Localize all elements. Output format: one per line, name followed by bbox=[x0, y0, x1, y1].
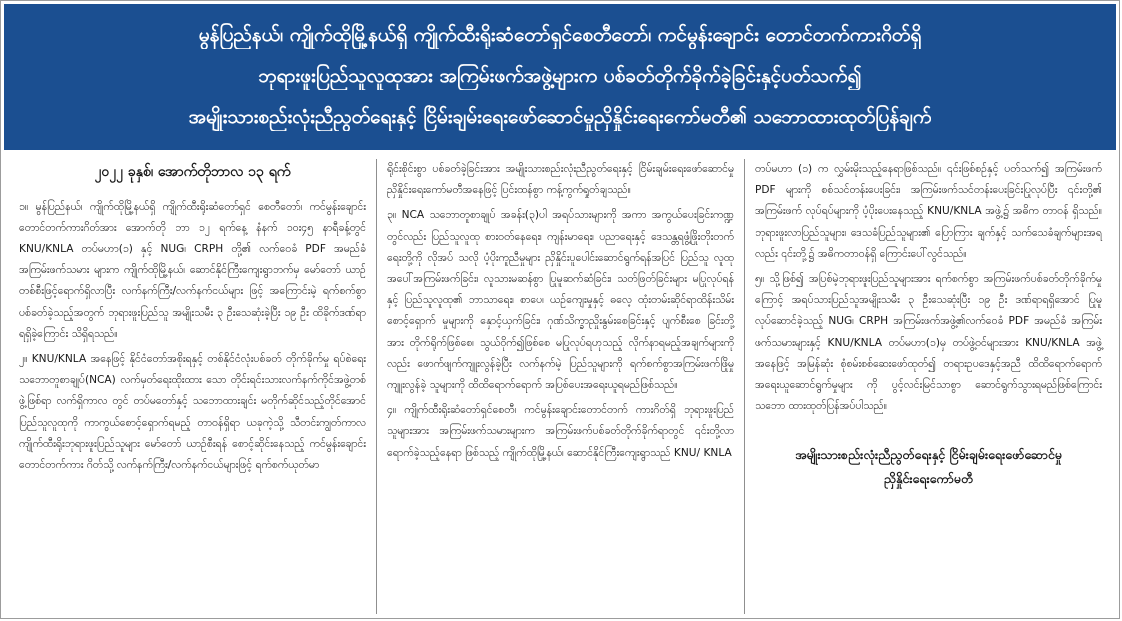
header-title-line-3: အမျိုးသားစည်းလုံးညီညွတ်ရေးနှင့် ငြိမ်းချမ်းရေးဖော်ဆောင်မှုညှိနှိုင်းရေးကော်မတီ၏ သဘောထားထုတ်ပြန်ချက် bbox=[188, 106, 932, 129]
right-column bbox=[745, 159, 1112, 614]
statement-date: ၂၀၂၂ ခုနှစ်၊ အောက်တိုဘာလ ၁၃ ရက် bbox=[94, 164, 291, 180]
header-title-line-1: မွန်ပြည်နယ်၊ ကျိုက်ထိုမြို့နယ်ရှိ ကျိုက်ထီးရိုးဆံတော်ရှင်စေတီတော်၊ ကင်မွန်းချောင်း တောင်တက်ကားဂိတ်ရှိ bbox=[198, 24, 922, 47]
issuer-signature bbox=[755, 443, 1102, 491]
paragraph-1: ၁။ မွန်ပြည်နယ်၊ ကျိုက်ထိုမြို့နယ်ရှိ ကျိုက်ထီးရိုးဆံတော်ရှင် စေတီတော်၊ ကင်မွန်းချောင်း တောင်တက်ကားဂိတ်အား အောက်တို ဘာ ၁၂ ရက်နေ့ နံနက် ၁၀း၄၅ နာရီခန့်တွင် KNU/KNLA တပ်မဟာ(၁) နှင့် NUG၊ CRPH တို့၏ လက်ဝေခံ PDF အမည်ခံ အကြမ်းဖက်သမား များက ကျိုက်ထိုမြို့နယ်၊ ဆောင်နိုင်ကြီးကျေးရွာဘက်မှ မော်တော် ယာဉ်တစ်စီးဖြင့်ရောက်ရှိလာပြီး လက်နက်ကြီး/လက်နက်ငယ်များ ဖြင့် အကြောင်းမဲ့ ရက်စက်စွာ ပစ်ခတ်ခဲ့သည့်အတွက် ဘုရားဖူးပြည်သူ အမျိုးသမီး ၃ ဦးသေဆုံးခဲ့ပြီး ၁၉ ဦး ထိခိုက်ဒဏ်ရာရရှိခဲ့ကြောင်း သိရှိရသည်။ bbox=[19, 200, 366, 340]
paragraph-5: ၅။ သို့ဖြစ်၍ အပြစ်မဲ့ဘုရားဖူးပြည်သူများအား ရက်စက်စွာ အကြမ်းဖက်ပစ်ခတ်တိုက်ခိုက်မှုကြောင့် အရပ်သားပြည်သူအမျိုးသမီး ၃ ဦးသေဆုံးပြီး ၁၉ ဦး ဒဏ်ရာရရှိအောင် ပြုမူလုပ်ဆောင်ခဲ့သည့် NUG၊ CRPH အကြမ်းဖက်အဖွဲ့၏လက်ဝေခံ PDF အမည်ခံ အကြမ်း ဖက်သမားများနှင့် KNU/KNLA တပ်မဟာ(၁)မှ တပ်ဖွဲ့ဝင်များအား KNU/KNLA အဖွဲ့အနေဖြင့် အမြန်ဆုံး စုံစမ်းစစ်ဆေးဖော်ထုတ်၍ တရားဥပဒေနှင့်အညီ ထိထိရောက်ရောက် အရေးယူဆောင်ရွက်မှုများ ကို ပွင့်လင်းမြင်သာစွာ ဆောင်ရွက်သွားရမည်ဖြစ်ကြောင်း သဘော ထားထုတ်ပြန်အပ်ပါသည်။ bbox=[755, 273, 1102, 413]
statement-header-banner bbox=[4, 4, 1116, 150]
statement-body bbox=[9, 159, 1113, 614]
issuer-name-line-2: ညှိနှိုင်းရေးကော်မတီ bbox=[883, 471, 974, 487]
paragraph-4-continued: တပ်မဟာ (၁) က လွှမ်းမိုးသည့်နေရာဖြစ်သည်။ ၎င်းဖြစ်စဉ်နှင့် ပတ်သက်၍ အကြမ်းဖက် PDF များကို စစ်သင်တန်းပေးခြင်း၊ အကြမ်းဖက်သင်တန်းပေးခြင်းပြုလုပ်ပြီး ၎င်းတို့၏ အကြမ်းဖက် လုပ်ရပ်များကို ပံ့ပိုးပေးနေသည့် KNU/KNLA အဖွဲ့၌ အဓိက တာဝန် ရှိသည်။ ဘုရားဖူးလာပြည်သူများ၊ ဒေသခံပြည်သူများ၏ ပြောကြား ချက်နှင့် သက်သေခံချက်များအရလည်း ၎င်းတို့၌ အဓိကတာဝန်ရှိ ကြောင်းပေါ်လွင်သည်။ bbox=[755, 163, 1102, 260]
left-column bbox=[9, 159, 376, 614]
middle-column bbox=[377, 159, 744, 614]
paragraph-2: ၂။ KNU/KNLA အနေဖြင့် နိုင်ငံတော်အစိုးရနှင့် တစ်နိုင်ငံလုံးပစ်ခတ် တိုက်ခိုက်မှု ရပ်စဲရေးသဘောတူစာချုပ်(NCA) လက်မှတ်ရေးထိုးထား သော တိုင်းရင်းသားလက်နက်ကိုင်အဖွဲ့တစ်ဖွဲ့ဖြစ်ရာ လက်ရှိကာလ တွင် တပ်မတော်နှင့် သဘောထားချင်း မတိုက်ဆိုင်သည့်တိုင်အောင် ပြည်သူလူထုကို ကာကွယ်စောင့်ရှောက်ရမည့် တာဝန်ရှိရာ ယခုကဲ့သို့ သီတင်းကျွတ်ကာလ ကျိုက်ထီးရိုးဘုရားဖူးပြည်သူများ မော်တော် ယာဉ်စီးရန် စောင့်ဆိုင်းနေသည့် ကင်မွန်းချောင်း တောင်တက်ကား ဂိတ်သို့ လက်နက်ကြီး/လက်နက်ငယ်များဖြင့် ရက်စက်ယုတ်မာ bbox=[19, 353, 366, 472]
issuer-name-line-1: အမျိုးသားစည်းလုံးညီညွတ်ရေးနှင့် ငြိမ်းချမ်းရေးဖော်ဆောင်မှု bbox=[795, 447, 1062, 463]
header-title-line-2: ဘုရားဖူးပြည်သူလူထုအား အကြမ်းဖက်အဖွဲ့များက ပစ်ခတ်တိုက်ခိုက်ခဲ့ခြင်းနှင့်ပတ်သက်၍ bbox=[258, 65, 862, 88]
paragraph-4: ၄။ ကျိုက်ထီးရိုးဆံတော်ရှင်စေတီ၊ ကင်မွန်းချောင်းတောင်တက် ကားဂိတ်ရှိ ဘုရားဖူးပြည်သူများအား အကြမ်းဖက်သမားများက အကြမ်းဖက်ပစ်ခတ်တိုက်ခိုက်ရာတွင် ၎င်းတို့လာရောက်ခဲ့သည့်နေရာ ဖြစ်သည့် ကျိုက်ထိုမြို့နယ်၊ ဆောင်နိုင်ကြီးကျေးရွာသည် KNU/ KNLA bbox=[387, 404, 734, 459]
paragraph-2-continued: ရိုင်းစိုင်းစွာ ပစ်ခတ်ခဲ့ခြင်းအား အမျိုးသားစည်းလုံးညီညွတ်ရေးနှင့် ငြိမ်းချမ်းရေးဖော်ဆောင်မှုညှိနှိုင်းရေးကော်မတီအနေဖြင့် ပြင်းထန်စွာ ကန့်ကွက်ရှုတ်ချသည်။ bbox=[387, 163, 734, 197]
paragraph-3: ၃။ NCA သဘောတူစာချုပ် အခန်း(၃)ပါ အရပ်သားများကို အကာ အကွယ်ပေးခြင်းကဏ္ဍတွင်လည်း ပြည်သူလူထု စားဝတ်နေရေး၊ ကျန်းမာရေး၊ ပညာရေးနှင့် ဒေသန္တရဖွံ့ဖြိုးတိုးတက်ရေးတို့ကို လိုအပ် သလို ပံ့ပိုးကူညီမှုများ ညှိနှိုင်းပူပေါင်းဆောင်ရွက်ရန်အပြင် ပြည်သူ လူထုအပေါ်အကြမ်းဖက်ခြင်း၊ လူသားမဆန်စွာ ပြုမူဆက်ဆံခြင်း၊ သတ်ဖြတ်ခြင်းများ မပြုလုပ်ရန်နှင့် ပြည်သူလူထု၏ ဘာသာရေး၊ စာပေ၊ ယဉ်ကျေးမှုနှင့် ဓလေ့ ထုံးတမ်းဆိုင်ရာထိန်းသိမ်းစောင့်ရှောက် မှုများကို နှောင့်ယှက်ခြင်း၊ ဂုဏ်သိက္ခာညှိုးနွမ်းစေခြင်းနှင့် ပျက်စီးစေ ခြင်းတို့အား တိုက်ရိုက်ဖြစ်စေ၊ သွယ်ဝိုက်၍ဖြစ်စေ မပြုလုပ်ရဟုသည့် လိုက်နာရမည့်အချက်များကိုလည်း ဖောက်ဖျက်ကျူးလွန်ခဲ့ပြီး လက်နက်မဲ့ ပြည်သူများကို ရက်စက်စွာအကြမ်းဖက်ဖြိုမှုကျူးလွန်ခဲ့ သူများကို ထိထိရောက်ရောက် အပြစ်ပေးအရေးယူရမည်ဖြစ်သည်။ bbox=[387, 209, 734, 392]
